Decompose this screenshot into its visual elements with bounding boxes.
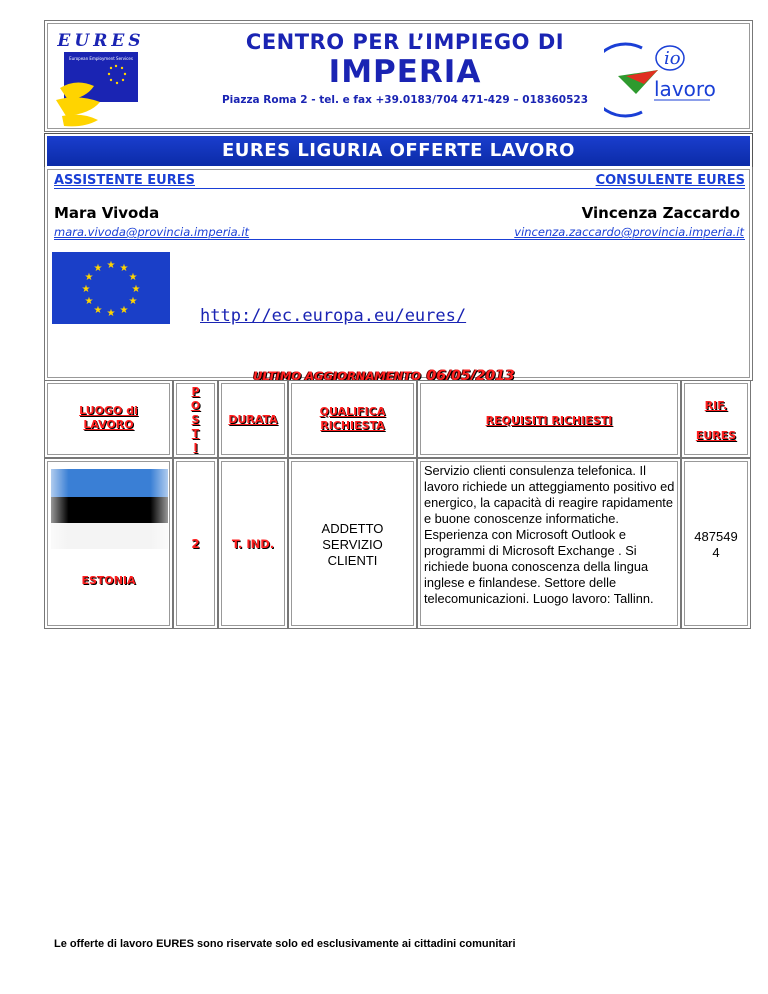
header-posti-p: P: [191, 385, 200, 398]
svg-text:★: ★: [106, 308, 116, 319]
header-posti-s: S: [191, 413, 200, 426]
svg-text:★: ★: [106, 260, 116, 271]
rif-line2: 4: [712, 545, 720, 560]
contacts-divider: [54, 188, 745, 189]
row-requisiti-cell: [417, 458, 681, 629]
header-rif-line1: RIF.: [704, 399, 728, 412]
header-qualifica-line2: RICHIESTA: [320, 419, 385, 432]
last-updated-label: ULTIMO AGGIORNAMENTO: [253, 369, 422, 383]
eures-website-link[interactable]: http://ec.europa.eu/eures/: [200, 306, 467, 326]
header-posti-cell: [173, 380, 218, 458]
header-durata: DURATA: [228, 413, 278, 426]
assistant-email-link[interactable]: mara.vivoda@provincia.imperia.it: [54, 225, 250, 239]
estonia-flag-icon: [51, 469, 168, 549]
svg-text:★: ★: [81, 284, 91, 295]
row-posti-cell: [173, 458, 218, 629]
email-divider: [54, 239, 745, 240]
header-posti-i: I: [193, 441, 198, 454]
assistant-name: Mara Vivoda: [54, 204, 160, 222]
offers-banner: [44, 133, 753, 169]
qualifica-line2: SERVIZIO: [322, 537, 383, 552]
header-luogo-cell: [44, 380, 173, 458]
requisiti-text: Servizio clienti consulenza telefonica. Il lavoro richiede un atteggiamento positivo ed energico, la capacità di reagire rapidamente e buone conoscenze informatiche. Esperienza con Microsoft Outlook e programmi di Microsoft Exchange . Si richiede buona conoscenza della lingua inglese e finlandese. Settore delle telecomunicazioni. Luogo lavoro: Tallinn.: [424, 463, 675, 606]
row-qualifica-cell: [288, 458, 417, 629]
last-updated-date: 06/05/2013: [426, 368, 515, 384]
header-posti-o: O: [190, 399, 201, 412]
rif-line1: 487549: [694, 529, 738, 544]
row-luogo-cell: [44, 458, 173, 629]
header-durata-cell: [218, 380, 288, 458]
header-qualifica-line1: QUALIFICA: [319, 405, 386, 418]
header-requisiti-cell: [417, 380, 681, 458]
row-rif-cell: [681, 458, 751, 629]
country-name: ESTONIA: [81, 574, 136, 587]
assistant-heading[interactable]: ASSISTENTE EURES: [54, 173, 195, 188]
qualifica-line1: ADDETTO: [321, 521, 384, 536]
consultant-name: Vincenza Zaccardo: [581, 204, 740, 222]
svg-text:★: ★: [119, 263, 129, 274]
eures-logo-text: EURES: [57, 31, 145, 51]
svg-text:★: ★: [84, 296, 94, 307]
consultant-heading[interactable]: CONSULENTE EURES: [595, 173, 745, 188]
svg-text:★: ★: [84, 272, 94, 283]
row-durata-cell: [218, 458, 288, 629]
footer-note: Le offerte di lavoro EURES sono riservate solo ed esclusivamente ai cittadini comunitari: [54, 938, 516, 950]
banner-title: EURES LIGURIA OFFERTE LAVORO: [222, 140, 575, 161]
svg-text:★: ★: [128, 272, 138, 283]
io-lavoro-logo: [604, 36, 716, 120]
svg-text:★: ★: [93, 263, 103, 274]
header-luogo-line1: LUOGO di: [79, 404, 138, 417]
header-posti-t: T: [191, 427, 200, 440]
qualifica-line3: CLIENTI: [327, 553, 378, 568]
header-rif-cell: [681, 380, 751, 458]
header-rif-line2: EURES: [695, 429, 737, 442]
svg-text:★: ★: [93, 305, 103, 316]
durata-value: T. IND.: [231, 537, 275, 551]
eu-flag-icon: [52, 252, 170, 324]
lavoro-logo-text: lavoro: [654, 77, 716, 101]
office-city: IMPERIA: [328, 54, 482, 90]
svg-text:★: ★: [131, 284, 141, 295]
consultant-email-link[interactable]: vincenza.zaccardo@provincia.imperia.it: [514, 225, 744, 239]
header-luogo-line2: LAVORO: [83, 418, 134, 431]
io-logo-prefix: io: [664, 48, 681, 69]
eures-logo-subtitle: European Employment Services: [69, 56, 133, 61]
eures-logo: [56, 28, 146, 128]
header-requisiti: REQUISITI RICHIESTI: [485, 414, 613, 427]
header-qualifica-cell: [288, 380, 417, 458]
svg-text:★: ★: [128, 296, 138, 307]
office-address: Piazza Roma 2 - tel. e fax +39.0183/704 471-429 – 018360523: [221, 94, 589, 106]
posti-value: 2: [191, 537, 200, 551]
office-title: CENTRO PER L’IMPIEGO DI: [245, 30, 565, 54]
svg-text:★: ★: [119, 305, 129, 316]
